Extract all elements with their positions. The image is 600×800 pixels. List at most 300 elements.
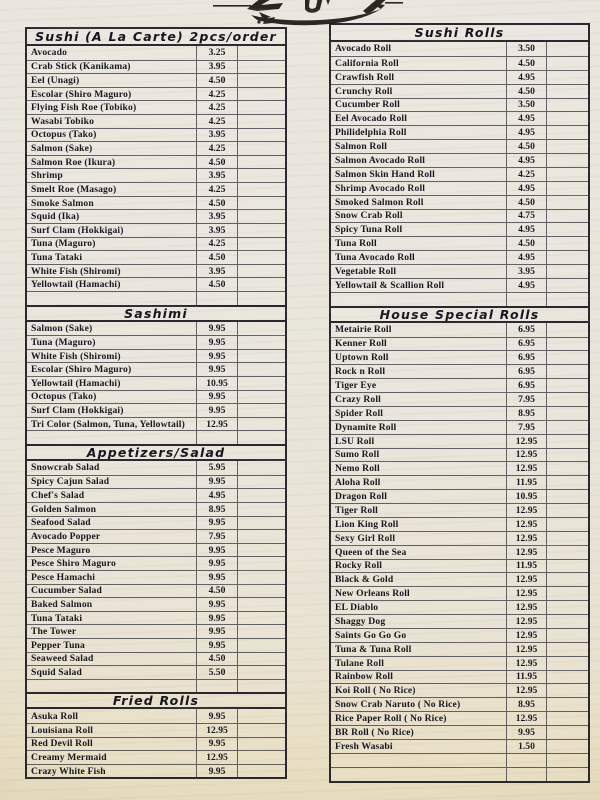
menu-item-notes-cell [237, 612, 285, 625]
menu-item-notes-cell [546, 279, 588, 292]
menu-item-price: 4.95 [506, 251, 546, 264]
menu-item-name [331, 754, 506, 767]
menu-item-notes-cell [546, 251, 588, 264]
menu-item-row [27, 250, 285, 264]
menu-item-name: Tuna & Tuna Roll [335, 643, 412, 655]
menu-item-price: 4.95 [506, 112, 546, 125]
menu-item-notes-cell [237, 115, 285, 128]
menu-item-price: 3.25 [196, 46, 237, 60]
menu-item-notes-cell [546, 126, 588, 139]
menu-item-row [27, 584, 285, 598]
menu-item-notes-cell [546, 196, 588, 209]
menu-item-row [27, 709, 285, 723]
menu-item-price: 9.95 [196, 336, 237, 349]
menu-item-price: 8.95 [196, 503, 237, 516]
menu-item-row [331, 337, 588, 351]
menu-item-notes-cell [546, 754, 588, 767]
menu-item-price: 9.95 [196, 625, 237, 638]
menu-item-notes-cell [237, 557, 285, 570]
menu-item-price: 12.95 [506, 504, 546, 517]
menu-item-name: Smoked Salmon Roll [335, 196, 424, 208]
menu-item-price: 7.95 [506, 393, 546, 406]
menu-item-notes-cell [546, 99, 588, 112]
menu-item-notes-cell [546, 435, 588, 448]
menu-item-name: Tri Color (Salmon, Tuna, Yellowtail) [31, 418, 185, 430]
menu-item-price: 9.95 [196, 322, 237, 336]
menu-item-row [27, 556, 285, 570]
menu-item-row [27, 750, 285, 764]
menu-item-name: Avocado Roll [335, 43, 392, 55]
menu-item-row [331, 503, 588, 517]
menu-item-name: Octopus (Tako) [31, 391, 97, 403]
menu-item-price: 4.25 [506, 168, 546, 181]
menu-item-row [331, 323, 588, 337]
menu-item-price: 5.50 [196, 666, 237, 679]
menu-item-price: 9.95 [196, 391, 237, 404]
menu-item-name: Pesce Maguro [31, 544, 91, 556]
menu-item-name: Dragon Roll [335, 491, 388, 503]
menu-item-row [27, 679, 285, 693]
menu-item-notes-cell [546, 615, 588, 628]
menu-item-notes-cell [237, 639, 285, 652]
menu-item-notes-cell [546, 42, 588, 56]
menu-item-row [331, 725, 588, 739]
menu-item-name: Crawfish Roll [335, 71, 395, 83]
menu-item-notes-cell [546, 379, 588, 392]
menu-item-notes-cell [237, 350, 285, 363]
menu-item-price: 4.50 [506, 196, 546, 209]
menu-item-price: 4.50 [196, 197, 237, 210]
menu-item-row [27, 100, 285, 114]
menu-item-notes-cell [546, 546, 588, 559]
menu-item-price: 9.95 [196, 544, 237, 557]
menu-item-notes-cell [237, 265, 285, 278]
menu-item-name: Snow Crab Naruto ( No Rice) [335, 699, 461, 711]
menu-item-name: Rock n Roll [335, 366, 386, 378]
menu-item-row [331, 181, 588, 195]
menu-item-notes-cell [546, 265, 588, 278]
menu-item-notes-cell [546, 57, 588, 70]
menu-item-price: 8.95 [506, 407, 546, 420]
menu-item-row [331, 767, 588, 781]
menu-item-notes-cell [237, 336, 285, 349]
menu-item-price: 4.50 [196, 156, 237, 169]
menu-item-row [27, 461, 285, 475]
menu-item-row [27, 349, 285, 363]
menu-item-price [506, 293, 546, 306]
menu-item-price: 9.95 [196, 517, 237, 530]
menu-item-row [331, 42, 588, 56]
menu-item-row [331, 642, 588, 656]
menu-item-row [331, 628, 588, 642]
menu-item-name: Tiger Roll [335, 504, 378, 516]
menu-item-notes-cell [546, 698, 588, 711]
menu-item-row [331, 448, 588, 462]
menu-item-name: Asuka Roll [31, 710, 79, 722]
menu-item-notes-cell [237, 571, 285, 584]
menu-item-name: Chef's Salad [31, 490, 85, 502]
menu-item-notes-cell [546, 393, 588, 406]
menu-item-row [331, 420, 588, 434]
menu-item-price: 4.50 [196, 74, 237, 87]
menu-item-price: 4.95 [506, 182, 546, 195]
menu-item-price [196, 680, 237, 693]
menu-item-row [27, 611, 285, 625]
menu-item-row [27, 223, 285, 237]
menu-item-price: 9.95 [196, 404, 237, 417]
menu-item-row [27, 362, 285, 376]
menu-item-row [27, 475, 285, 489]
menu-item-notes-cell [546, 726, 588, 739]
menu-item-name: Eel Avocado Roll [335, 113, 408, 125]
menu-item-name: Red Devil Roll [31, 738, 93, 750]
menu-item-name: Tuna Tataki [31, 612, 83, 624]
menu-item-notes-cell [237, 680, 285, 693]
menu-item-name: Fresh Wasabi [335, 740, 393, 752]
menu-item-row [331, 278, 588, 292]
menu-item-notes-cell [546, 210, 588, 223]
menu-item-row [331, 98, 588, 112]
menu-item-notes-cell [237, 183, 285, 196]
menu-item-price: 9.95 [506, 726, 546, 739]
menu-item-row [27, 46, 285, 60]
section-title: Appetizers/Salad [27, 444, 285, 461]
menu-item-row [331, 392, 588, 406]
menu-item-name: Aloha Roll [335, 477, 381, 489]
menu-item-price: 12.95 [506, 573, 546, 586]
menu-item-price: 1.50 [506, 740, 546, 753]
menu-item-row [331, 475, 588, 489]
menu-item-row [27, 155, 285, 169]
menu-item-name: Shaggy Dog [335, 615, 386, 627]
menu-item-price: 4.25 [196, 115, 237, 128]
menu-item-price: 9.95 [196, 571, 237, 584]
menu-item-name: Philidelphia Roll [335, 127, 407, 139]
menu-item-price: 4.50 [506, 57, 546, 70]
menu-item-notes-cell [237, 461, 285, 475]
menu-item-price: 12.95 [506, 546, 546, 559]
menu-item-notes-cell [237, 74, 285, 87]
menu-item-row [331, 125, 588, 139]
menu-item-notes-cell [237, 666, 285, 679]
menu-item-row [27, 141, 285, 155]
menu-item-name: Pesce Shiro Maguro [31, 558, 116, 570]
menu-item-name: Cucumber Roll [335, 99, 400, 111]
menu-item-notes-cell [237, 210, 285, 223]
menu-item-notes-cell [237, 517, 285, 530]
menu-item-notes-cell [237, 61, 285, 74]
menu-item-price: 11.95 [506, 560, 546, 573]
menu-item-price: 9.95 [196, 612, 237, 625]
menu-item-notes-cell [237, 751, 285, 764]
menu-item-name [27, 292, 196, 305]
menu-item-notes-cell [546, 407, 588, 420]
menu-item-row [27, 723, 285, 737]
menu-item-name: Surf Clam (Hokkigai) [31, 224, 124, 236]
section-title: Fried Rolls [27, 692, 285, 709]
menu-item-notes-cell [546, 643, 588, 656]
menu-item-row [27, 737, 285, 751]
menu-item-notes-cell [546, 504, 588, 517]
menu-item-row [27, 237, 285, 251]
menu-item-price: 4.50 [196, 278, 237, 291]
menu-item-name: Yellowtail & Scallion Roll [335, 279, 445, 291]
menu-item-notes-cell [237, 653, 285, 666]
menu-item-notes-cell [237, 724, 285, 737]
menu-item-name: Smelt Roe (Masago) [31, 183, 117, 195]
menu-item-notes-cell [237, 142, 285, 155]
menu-item-row [27, 60, 285, 74]
menu-item-name: Queen of the Sea [335, 546, 407, 558]
menu-item-row [331, 264, 588, 278]
menu-item-name: Uptown Roll [335, 352, 389, 364]
menu-item-price: 8.95 [506, 698, 546, 711]
menu-item-notes-cell [546, 323, 588, 337]
menu-item-price: 9.95 [196, 557, 237, 570]
menu-item-price: 10.95 [506, 490, 546, 503]
menu-item-price: 12.95 [506, 601, 546, 614]
menu-item-notes-cell [237, 765, 285, 778]
menu-item-row [331, 292, 588, 306]
menu-item-row [331, 250, 588, 264]
menu-item-row [331, 683, 588, 697]
menu-item-row [331, 572, 588, 586]
menu-item-name: Creamy Mermaid [31, 752, 107, 764]
menu-item-name: Tuna Avocado Roll [335, 252, 415, 264]
menu-item-notes-cell [546, 768, 588, 781]
menu-item-notes-cell [237, 238, 285, 251]
menu-item-row [331, 364, 588, 378]
menu-item-price: 4.50 [196, 653, 237, 666]
menu-item-notes-cell [237, 197, 285, 210]
menu-item-row [27, 430, 285, 444]
menu-item-notes-cell [546, 532, 588, 545]
menu-item-row [331, 434, 588, 448]
menu-item-name: Lion King Roll [335, 518, 399, 530]
menu-item-notes-cell [546, 518, 588, 531]
menu-item-notes-cell [237, 278, 285, 291]
menu-item-name: Crunchy Roll [335, 85, 393, 97]
menu-item-row [27, 168, 285, 182]
menu-item-price: 9.95 [196, 738, 237, 751]
menu-item-name: The Tower [31, 626, 77, 638]
menu-item-name: Salmon Skin Hand Roll [335, 168, 435, 180]
menu-item-price: 11.95 [506, 671, 546, 684]
menu-item-notes-cell [546, 168, 588, 181]
menu-item-notes-cell [546, 223, 588, 236]
menu-item-notes-cell [237, 156, 285, 169]
menu-item-price [506, 754, 546, 767]
menu-item-notes-cell [546, 740, 588, 753]
menu-column-left [25, 27, 287, 779]
menu-item-notes-cell [237, 46, 285, 60]
menu-item-name: Salmon (Sake) [31, 322, 93, 334]
menu-item-name: Rocky Roll [335, 560, 383, 572]
menu-item-row [331, 697, 588, 711]
menu-item-notes-cell [237, 585, 285, 598]
menu-item-price: 4.95 [506, 71, 546, 84]
menu-item-notes-cell [237, 129, 285, 142]
menu-item-price: 4.75 [506, 210, 546, 223]
section-title: Sushi Rolls [331, 25, 588, 42]
menu-item-row [331, 545, 588, 559]
menu-item-price: 12.95 [196, 751, 237, 764]
menu-item-name: Crazy White Fish [31, 765, 106, 777]
menu-item-name: Tulane Roll [335, 657, 385, 669]
menu-item-row [27, 277, 285, 291]
menu-item-price: 4.95 [506, 223, 546, 236]
menu-item-row [331, 517, 588, 531]
menu-item-price: 12.95 [506, 518, 546, 531]
menu-item-price: 9.95 [196, 639, 237, 652]
menu-item-row [331, 559, 588, 573]
menu-item-name: Spider Roll [335, 407, 384, 419]
menu-item-price: 12.95 [506, 684, 546, 697]
menu-item-name: Black & Gold [335, 574, 394, 586]
menu-item-name: California Roll [335, 57, 399, 69]
menu-item-price: 5.95 [196, 461, 237, 475]
menu-item-name: Tuna Tataki [31, 251, 83, 263]
menu-item-name: Yellowtail (Hamachi) [31, 377, 121, 389]
menu-item-price: 3.95 [196, 224, 237, 237]
menu-item-name: Louisiana Roll [31, 724, 94, 736]
menu-item-notes-cell [546, 237, 588, 250]
menu-item-price: 3.95 [196, 61, 237, 74]
menu-item-notes-cell [237, 489, 285, 502]
menu-item-name: Tiger Eye [335, 380, 377, 392]
menu-item-name: Surf Clam (Hokkigai) [31, 405, 124, 417]
menu-item-name: Avocado [31, 47, 68, 59]
menu-item-name: Squid Salad [31, 667, 82, 678]
menu-item-row [27, 291, 285, 305]
menu-item-name: New Orleans Roll [335, 588, 410, 600]
menu-item-price: 9.95 [196, 598, 237, 611]
menu-item-price: 4.50 [196, 585, 237, 598]
menu-item-name: Saints Go Go Go [335, 629, 407, 641]
menu-item-row [331, 209, 588, 223]
menu-item-name: Golden Salmon [31, 503, 97, 515]
menu-item-name: Eel (Unagi) [31, 75, 80, 87]
menu-item-notes-cell [546, 462, 588, 475]
menu-item-price: 7.95 [196, 530, 237, 543]
menu-item-price: 4.50 [506, 140, 546, 153]
menu-item-price: 12.95 [506, 643, 546, 656]
menu-item-name: Nemo Roll [335, 463, 380, 475]
menu-item-price: 6.95 [506, 379, 546, 392]
menu-item-row [331, 656, 588, 670]
menu-item-notes-cell [546, 421, 588, 434]
menu-item-name: Crab Stick (Kanikama) [31, 61, 131, 73]
menu-item-notes-cell [237, 224, 285, 237]
menu-item-name: Metairie Roll [335, 324, 392, 336]
menu-item-price: 6.95 [506, 365, 546, 378]
menu-item-row [27, 516, 285, 530]
menu-item-row [27, 73, 285, 87]
menu-item-notes-cell [237, 709, 285, 723]
menu-item-price: 4.95 [506, 126, 546, 139]
menu-item-name: EL Diablo [335, 602, 379, 614]
menu-item-row [27, 264, 285, 278]
menu-item-name: Sexy Girl Roll [335, 532, 396, 544]
menu-item-price: 12.95 [506, 462, 546, 475]
menu-item-price: 9.95 [196, 350, 237, 363]
menu-item-row [331, 489, 588, 503]
menu-item-name: Smoke Salmon [31, 197, 94, 209]
menu-item-name: Spicy Tuna Roll [335, 224, 403, 236]
menu-item-notes-cell [546, 71, 588, 84]
menu-item-notes-cell [546, 657, 588, 670]
menu-item-row [331, 378, 588, 392]
menu-item-notes-cell [546, 684, 588, 697]
menu-item-name: Vegetable Roll [335, 265, 397, 277]
menu-item-row [27, 652, 285, 666]
menu-item-notes-cell [237, 322, 285, 336]
menu-item-notes-cell [237, 363, 285, 376]
menu-item-notes-cell [237, 101, 285, 114]
menu-item-row [27, 114, 285, 128]
menu-item-price [196, 431, 237, 444]
menu-item-row [27, 335, 285, 349]
menu-item-price: 6.95 [506, 323, 546, 337]
menu-item-name: Spicy Cajun Salad [31, 476, 110, 488]
menu-item-row [331, 753, 588, 767]
section-title: Sushi (A La Carte) 2pcs/order [27, 29, 285, 46]
menu-item-row [331, 586, 588, 600]
menu-item-notes-cell [237, 404, 285, 417]
menu-item-price: 10.95 [196, 377, 237, 390]
menu-item-row [27, 128, 285, 142]
menu-item-price: 4.95 [506, 279, 546, 292]
menu-item-price: 12.95 [506, 449, 546, 462]
menu-item-row [331, 600, 588, 614]
menu-item-row [27, 182, 285, 196]
menu-item-notes-cell [237, 251, 285, 264]
menu-item-name: Wasabi Tobiko [31, 115, 95, 127]
menu-item-row [331, 739, 588, 753]
menu-item-row [331, 70, 588, 84]
menu-item-row [27, 488, 285, 502]
menu-item-price: 12.95 [506, 615, 546, 628]
menu-item-row [331, 111, 588, 125]
menu-item-name: Rice Paper Roll ( No Rice) [335, 713, 447, 725]
menu-item-row [331, 236, 588, 250]
menu-column-right [329, 23, 590, 783]
menu-item-notes-cell [546, 338, 588, 351]
menu-item-name: Pesce Hamachi [31, 571, 96, 583]
menu-item-notes-cell [237, 418, 285, 431]
menu-item-price: 12.95 [506, 657, 546, 670]
menu-item-notes-cell [546, 351, 588, 364]
section-title: Sashimi [27, 305, 285, 322]
menu-item-notes-cell [546, 476, 588, 489]
menu-item-price: 4.25 [196, 238, 237, 251]
menu-item-row [27, 390, 285, 404]
menu-item-price: 9.95 [196, 765, 237, 778]
menu-item-price: 4.50 [506, 85, 546, 98]
menu-item-notes-cell [237, 476, 285, 489]
menu-item-name: Tuna (Maguro) [31, 336, 96, 348]
menu-item-price: 12.95 [506, 435, 546, 448]
menu-item-price: 12.95 [196, 724, 237, 737]
menu-item-row [331, 167, 588, 181]
menu-item-name: White Fish (Shiromi) [31, 350, 121, 362]
menu-item-notes-cell [546, 112, 588, 125]
menu-item-row [27, 665, 285, 679]
menu-item-name: Octopus (Tako) [31, 129, 97, 141]
menu-item-name: Salmon (Sake) [31, 143, 93, 155]
menu-item-price: 4.50 [506, 237, 546, 250]
menu-item-name: Shrimp [31, 170, 63, 182]
